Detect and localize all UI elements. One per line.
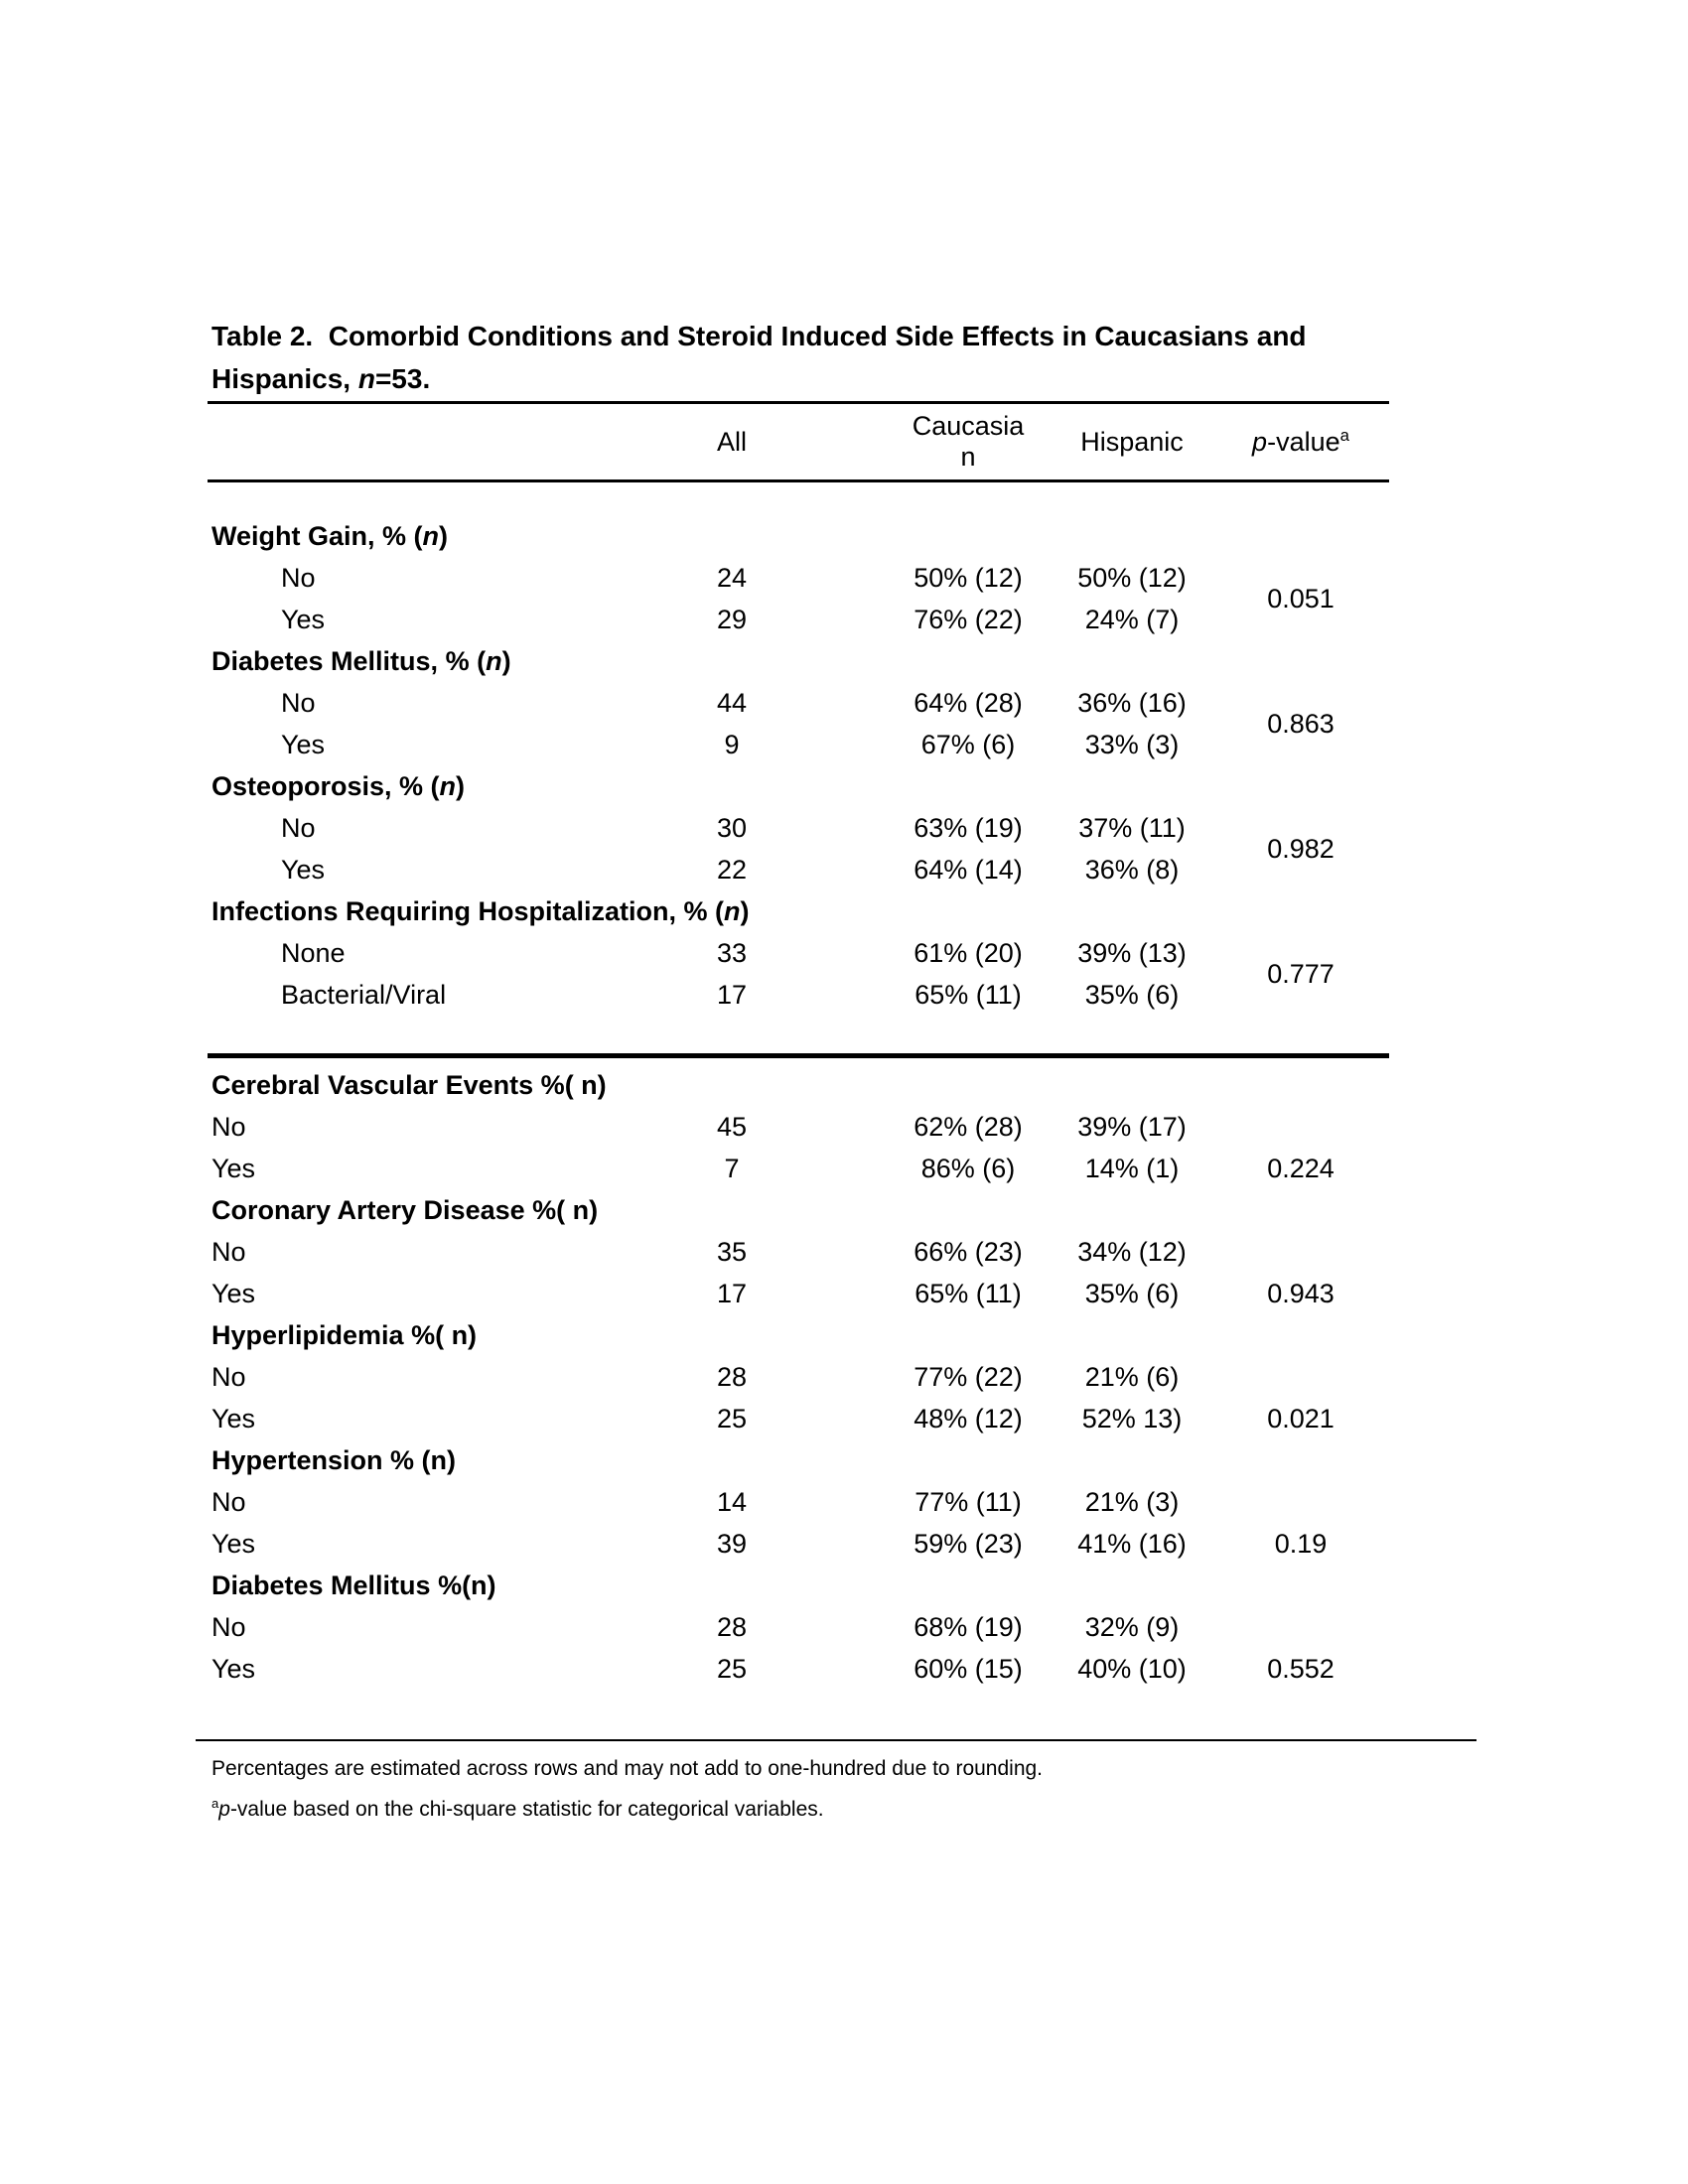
cell-caucasian: 86% (6) [920, 1153, 1016, 1183]
row-label: Bacterial/Viral [281, 979, 447, 1010]
table-title-line1: Table 2. Comorbid Conditions and Steroid Induced Side Effects in Caucasians and [211, 321, 1307, 351]
cell-caucasian: 62% (28) [914, 1111, 1023, 1142]
section-cerebral-vascular-events [211, 1064, 1393, 1189]
footnote-marker-a: a [211, 1796, 219, 1811]
row-label: No [281, 687, 316, 718]
group-header-n-italic: n [724, 895, 741, 926]
cell-pvalue: 0.863 [1267, 708, 1335, 739]
cell-all: 44 [716, 687, 748, 718]
row-label: No [211, 1111, 246, 1142]
cell-all: 22 [716, 854, 748, 885]
cell-pvalue: 0.943 [1267, 1278, 1335, 1308]
row-label: No [211, 1236, 246, 1267]
pvalue-footnote-marker: a [1339, 425, 1349, 445]
cell-all: 29 [716, 604, 748, 634]
section-diabetes-mellitus [211, 640, 1393, 765]
cell-all: 30 [716, 812, 748, 843]
section-hypertension [211, 1439, 1393, 1565]
row-label: Yes [211, 1278, 256, 1308]
cell-all: 24 [716, 562, 748, 593]
section-divider-rule [208, 1053, 1389, 1058]
cell-hispanic: 37% (11) [1078, 812, 1186, 843]
cell-caucasian: 68% (19) [914, 1611, 1023, 1642]
cell-caucasian: 77% (11) [914, 1486, 1022, 1517]
header-separator-rule [208, 479, 1389, 482]
row-label: Yes [211, 1653, 256, 1684]
cell-caucasian: 50% (12) [914, 562, 1023, 593]
cell-caucasian: 59% (23) [914, 1528, 1023, 1559]
column-header-hispanic: Hispanic [1080, 426, 1184, 457]
section-diabetes-mellitus-2 [211, 1565, 1393, 1690]
row-label: No [211, 1486, 246, 1517]
cell-all: 9 [724, 729, 740, 759]
group-header: Coronary Artery Disease %( n) [211, 1194, 599, 1225]
table-title [211, 315, 1418, 400]
cell-pvalue: 0.224 [1267, 1153, 1335, 1183]
row-label: No [281, 812, 316, 843]
group-header: Cerebral Vascular Events %( n) [211, 1069, 607, 1100]
section-coronary-artery-disease [211, 1189, 1393, 1314]
row-label: No [211, 1361, 246, 1392]
cell-hispanic: 33% (3) [1084, 729, 1180, 759]
footnote-separator-rule [196, 1739, 1477, 1741]
cell-caucasian: 64% (28) [914, 687, 1023, 718]
cell-all: 17 [716, 1278, 748, 1308]
cell-hispanic: 39% (17) [1077, 1111, 1187, 1142]
cell-caucasian: 66% (23) [914, 1236, 1023, 1267]
row-label: None [281, 937, 346, 968]
cell-caucasian: 60% (15) [914, 1653, 1023, 1684]
cell-hispanic: 50% (12) [1077, 562, 1187, 593]
cell-all: 35 [716, 1236, 748, 1267]
row-label: Yes [211, 1153, 256, 1183]
row-label: Yes [281, 729, 326, 759]
group-header: Osteoporosis, % ( n ) [211, 770, 466, 801]
cell-pvalue: 0.552 [1267, 1653, 1335, 1684]
cell-hispanic: 40% (10) [1077, 1653, 1187, 1684]
footnote-rounding: Percentages are estimated across rows and may not add to one-hundred due to rounding. [211, 1757, 1044, 1780]
title-n-italic: n [357, 363, 375, 394]
row-label: No [211, 1611, 246, 1642]
cell-all: 33 [716, 937, 748, 968]
section-infections [211, 890, 1393, 1016]
cell-hispanic: 21% (6) [1084, 1361, 1180, 1392]
cell-hispanic: 35% (6) [1084, 1278, 1180, 1308]
section-osteoporosis [211, 765, 1393, 890]
cell-pvalue: 0.777 [1267, 958, 1335, 989]
table-footnotes [211, 1748, 1492, 1830]
footnote-pvalue: $^a$p-value based on the chi-square statistic for categorical variables. [211, 1796, 824, 1821]
section-weight-gain [211, 515, 1393, 640]
cell-caucasian: 63% (19) [914, 812, 1023, 843]
row-label: No [281, 562, 316, 593]
cell-all: 14 [716, 1486, 748, 1517]
row-label: Yes [211, 1403, 256, 1433]
cell-hispanic: 24% (7) [1084, 604, 1180, 634]
column-header-all: All [716, 426, 747, 457]
cell-hispanic: 14% (1) [1084, 1153, 1180, 1183]
cell-caucasian: 65% (11) [914, 979, 1022, 1010]
row-label: Yes [211, 1528, 256, 1559]
cell-all: 7 [724, 1153, 740, 1183]
cell-pvalue: 0.982 [1267, 833, 1335, 864]
group-header: Weight Gain, % ( n ) [211, 520, 449, 551]
group-header-n-italic: n [486, 645, 502, 676]
table-body-lower [211, 1064, 1393, 1690]
cell-hispanic: 39% (13) [1077, 937, 1187, 968]
group-header: Diabetes Mellitus, % ( n ) [211, 645, 511, 676]
cell-all: 28 [716, 1361, 748, 1392]
cell-pvalue: 0.051 [1267, 583, 1335, 614]
cell-hispanic: 52% 13) [1081, 1403, 1183, 1433]
cell-hispanic: 41% (16) [1077, 1528, 1187, 1559]
cell-caucasian: 76% (22) [914, 604, 1023, 634]
cell-hispanic: 36% (8) [1084, 854, 1180, 885]
cell-all: 17 [716, 979, 748, 1010]
group-header-n-italic: n [439, 770, 457, 801]
group-header: Hypertension % (n) [211, 1444, 457, 1475]
cell-caucasian: 67% (6) [920, 729, 1016, 759]
cell-caucasian: 64% (14) [914, 854, 1023, 885]
cell-all: 39 [716, 1528, 748, 1559]
cell-all: 45 [716, 1111, 748, 1142]
column-header-row [211, 404, 1393, 479]
cell-pvalue: 0.021 [1267, 1403, 1335, 1433]
group-header: Hyperlipidemia %( n) [211, 1319, 478, 1350]
row-label: Yes [281, 604, 326, 634]
cell-hispanic: 35% (6) [1084, 979, 1180, 1010]
cell-hispanic: 21% (3) [1084, 1486, 1180, 1517]
row-label: Yes [281, 854, 326, 885]
group-header-n-italic: n [422, 520, 440, 551]
cell-hispanic: 36% (16) [1077, 687, 1187, 718]
cell-hispanic: 34% (12) [1077, 1236, 1187, 1267]
cell-caucasian: 61% (20) [914, 937, 1023, 968]
cell-caucasian: 77% (22) [914, 1361, 1023, 1392]
table-title-line2: Hispanics, n=53. [211, 363, 431, 394]
table-body-upper [211, 515, 1393, 1016]
section-hyperlipidemia [211, 1314, 1393, 1439]
group-header: Diabetes Mellitus %(n) [211, 1570, 496, 1600]
group-header: Infections Requiring Hospitalization, % ( n ) [211, 895, 750, 926]
cell-all: 28 [716, 1611, 748, 1642]
cell-all: 25 [716, 1403, 748, 1433]
column-header-pvalue: p-value$^a$ [1252, 425, 1349, 457]
cell-pvalue: 0.19 [1274, 1528, 1328, 1559]
cell-caucasian: 48% (12) [914, 1403, 1023, 1433]
cell-all: 25 [716, 1653, 748, 1684]
cell-hispanic: 32% (9) [1084, 1611, 1180, 1642]
column-header-caucasian: Caucasia n [912, 411, 1025, 472]
cell-caucasian: 65% (11) [914, 1278, 1022, 1308]
